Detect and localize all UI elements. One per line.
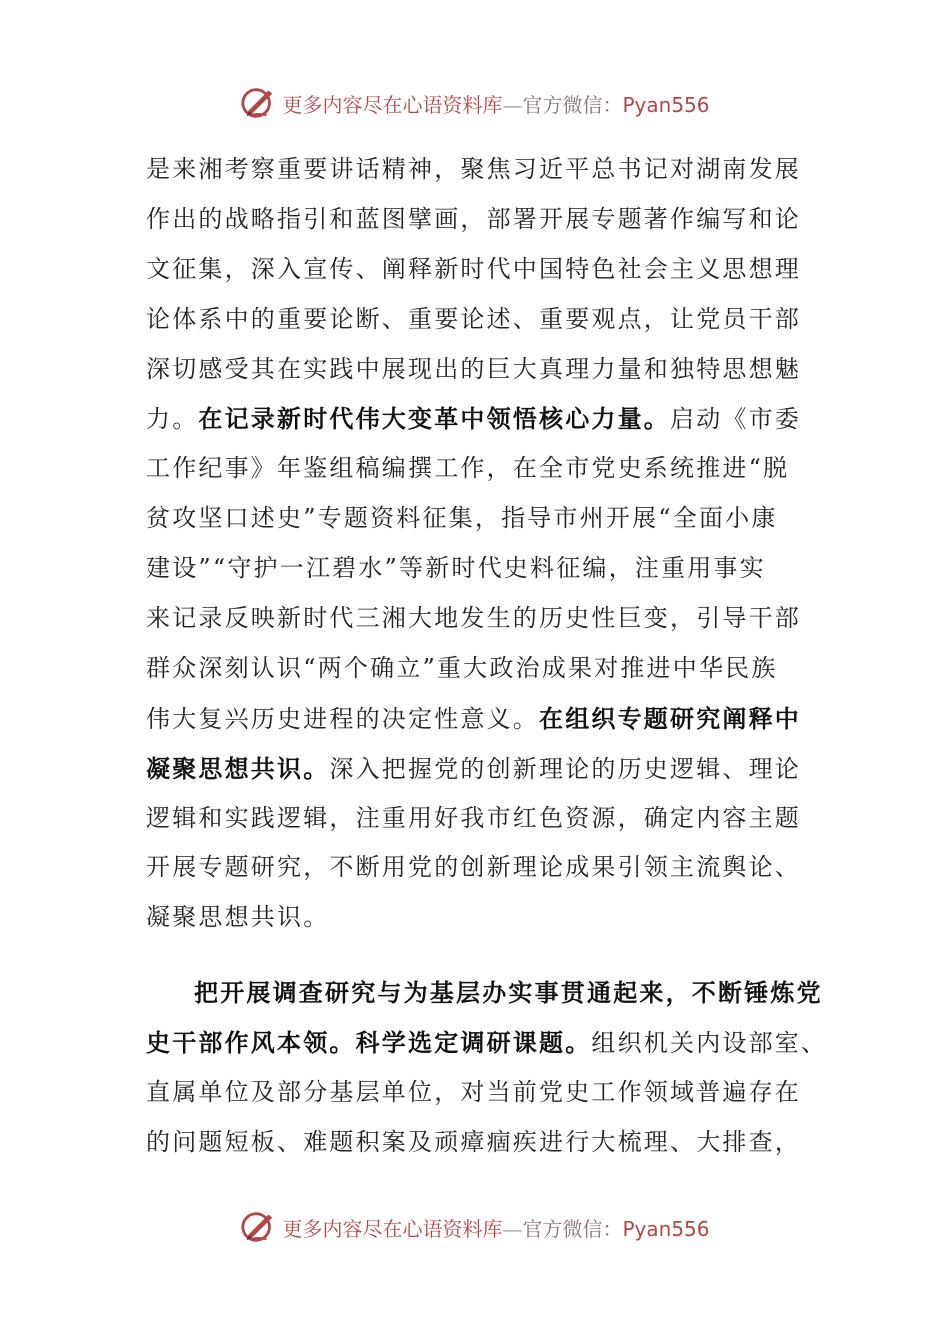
paragraph-2 <box>146 968 828 1168</box>
body-text: 深入把握党的创新理论的历史逻辑、理论 <box>329 754 802 783</box>
text-line <box>146 245 811 295</box>
text-line <box>146 544 811 594</box>
body-text: 工作纪事》年鉴组稿编撰工作，在全市党史系统推进“脱 <box>146 454 790 483</box>
body-text: 直属单位及部分基层单位，对当前党史工作领域普遍存在 <box>146 1078 801 1107</box>
header-separator: — <box>502 92 523 117</box>
bold-heading-text: 史干部作风本领。科学选定调研课题。 <box>146 1028 592 1058</box>
footer-separator: — <box>502 1216 523 1241</box>
text-line <box>146 145 811 195</box>
body-text: 逻辑和实践逻辑，注重用好我市红色资源，确定内容主题 <box>146 803 801 832</box>
body-text: 凝聚思想共识。 <box>146 903 330 932</box>
body-text: 文征集，深入宣传、阐释新时代中国特色社会主义思想理 <box>146 254 801 283</box>
text-line <box>146 195 811 245</box>
bold-heading-text: 在记录新时代伟大变革中领悟核心力量。 <box>198 404 671 434</box>
text-line <box>146 594 811 644</box>
body-text: 群众深刻认识“两个确立”重大政治成果对推进中华民族 <box>146 653 778 682</box>
paragraph-gap <box>146 943 811 968</box>
text-line <box>146 968 823 1018</box>
text-line <box>146 295 811 345</box>
footer-banner-text <box>282 1213 709 1242</box>
body-text: 开展专题研究，不断用党的创新理论成果引领主流舆论、 <box>146 853 801 882</box>
footer-wechat-id: Pyan556 <box>622 1216 710 1241</box>
text-line <box>146 444 811 494</box>
text-line <box>146 1068 811 1118</box>
body-text: 贫攻坚口述史”专题资料征集，指导市州开展“全面小康 <box>146 504 778 533</box>
document-body <box>146 145 828 1168</box>
text-line <box>146 893 811 943</box>
text-line <box>146 644 811 694</box>
pen-logo-icon <box>240 84 278 122</box>
header-wechat-label: 官方微信： <box>522 92 623 117</box>
body-text: 来记录反映新时代三湘大地发生的历史性巨变，引导干部 <box>146 604 801 633</box>
bold-heading-text: 凝聚思想共识。 <box>146 753 330 783</box>
body-text: 作出的战略指引和蓝图擘画，部署开展专题著作编写和论 <box>146 204 801 233</box>
header-banner <box>0 83 950 123</box>
header-library-text: 更多内容尽在心语资料库 <box>282 92 503 117</box>
body-text: 深切感受其在实践中展现出的巨大真理力量和独特思想魅 <box>146 354 801 383</box>
text-line <box>146 494 811 544</box>
text-line <box>146 1118 811 1168</box>
body-text: 组织机关内设部室、 <box>591 1029 828 1058</box>
text-line <box>146 394 811 444</box>
paragraph-1 <box>146 145 811 943</box>
text-line <box>146 345 811 395</box>
text-line <box>146 1018 828 1068</box>
text-line <box>146 843 811 893</box>
footer-banner <box>0 1207 950 1247</box>
text-line <box>146 794 811 844</box>
body-text: 论体系中的重要论断、重要论述、重要观点，让党员干部 <box>146 304 801 333</box>
text-line <box>146 694 811 744</box>
body-text: 建设”“守护一江碧水”等新时代史料征编，注重用事实 <box>146 554 766 583</box>
bold-heading-text: 把开展调查研究与为基层办实事贯通起来，不断锤炼党 <box>194 978 823 1008</box>
body-text: 启动《市委 <box>670 405 802 434</box>
bold-heading-text: 在组织专题研究阐释中 <box>539 703 801 733</box>
body-text: 伟大复兴历史进程的决定性意义。 <box>146 704 539 733</box>
body-text: 力。 <box>146 405 199 434</box>
body-text: 的问题短板、难题积案及顽瘴痼疾进行大梳理、大排查， <box>146 1127 801 1156</box>
pen-logo-icon <box>240 1208 278 1246</box>
body-text: 是来湘考察重要讲话精神，聚焦习近平总书记对湖南发展 <box>146 155 801 183</box>
header-banner-text <box>282 89 709 118</box>
header-wechat-id: Pyan556 <box>622 92 710 117</box>
footer-wechat-label: 官方微信： <box>522 1216 623 1241</box>
text-line <box>146 744 811 794</box>
footer-library-text: 更多内容尽在心语资料库 <box>282 1216 503 1241</box>
